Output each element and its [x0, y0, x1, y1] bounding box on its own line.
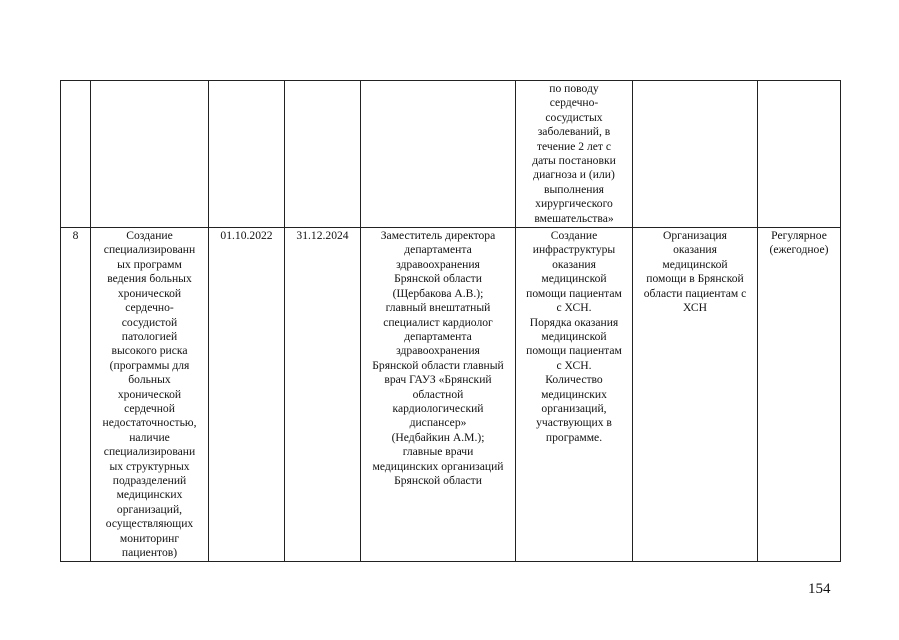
plan-table: [60, 80, 841, 562]
table-row-8: [61, 228, 841, 562]
cell-expected-result: по поводу сердечно- сосудистых заболеваний, в течение 2 лет с даты постановки диагноза и (или) выполнения хирургического вмешательства»: [516, 81, 633, 228]
start-date: 01.10.2022: [209, 228, 285, 562]
cell-frequency: [758, 81, 841, 228]
cell-indicator: [633, 81, 758, 228]
responsible-persons: Заместитель директора департамента здравоохранения Брянской области (Щербакова А.В.); главный внештатный специалист кардиолог департамента здравоохранения Брянской области главный врач ГАУЗ «Брянский областной кардиологический диспансер» (Недбайкин А.М.); главные врачи медицинских организаций Брянской области: [361, 228, 516, 562]
table-row-continued: [61, 81, 841, 228]
cell-end-date: [285, 81, 361, 228]
measure-name: Создание специализированн ых программ ведения больных хронической сердечно- сосудистой патологией высокого риска (программы для больных хронической сердечной недостаточностью, наличие специализировани ых структурных подразделений медицинских организаций, осуществляющих мониторинг пациентов): [91, 228, 209, 562]
frequency: Регулярное (ежегодное): [758, 228, 841, 562]
cell-start-date: [209, 81, 285, 228]
indicator: Организация оказания медицинской помощи в Брянской области пациентам с ХСН: [633, 228, 758, 562]
page-number: 154: [808, 581, 831, 597]
end-date: 31.12.2024: [285, 228, 361, 562]
cell-number: [61, 81, 91, 228]
expected-result: Создание инфраструктуры оказания медицинской помощи пациентам с ХСН. Порядка оказания медицинской помощи пациентам с ХСН. Количество медицинских организаций, участвующих в программе.: [516, 228, 633, 562]
row-number: 8: [61, 228, 91, 562]
cell-name: [91, 81, 209, 228]
cell-responsible: [361, 81, 516, 228]
